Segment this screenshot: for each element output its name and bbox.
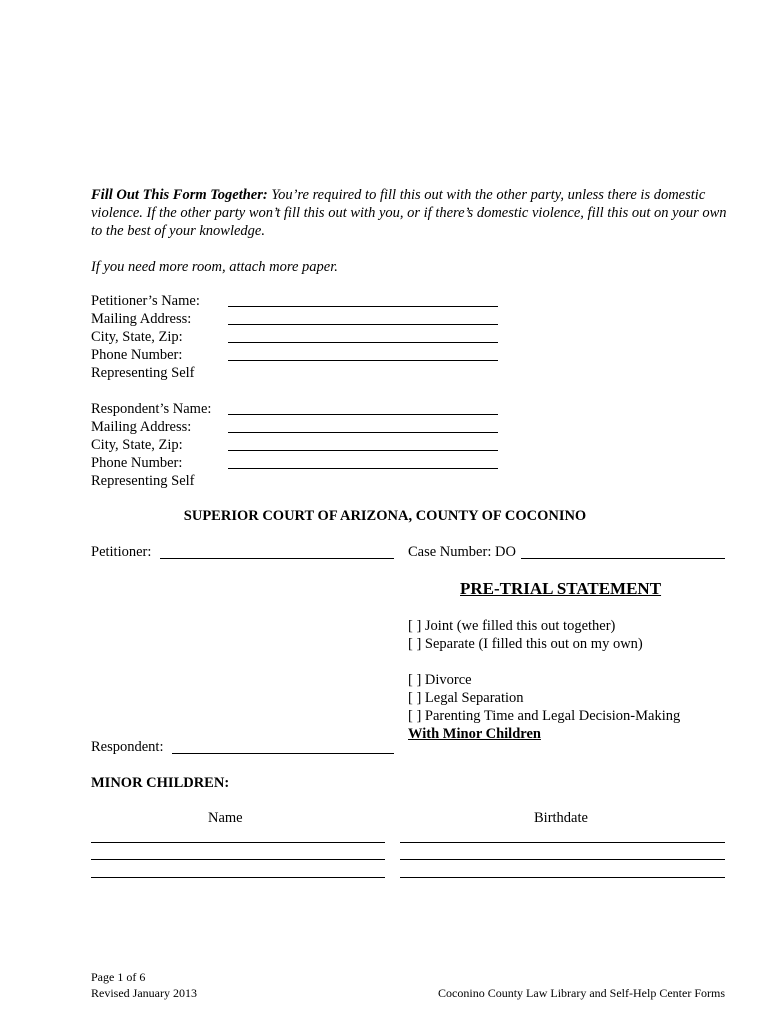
respondent-address-label: Mailing Address: [91,419,192,435]
case-number-field[interactable] [521,558,725,559]
more-room-note: If you need more room, attach more paper. [91,259,338,275]
case-number-label: Case Number: DO [408,544,516,560]
respondent-name-label: Respondent’s Name: [91,401,212,417]
child-name-line[interactable] [91,859,385,860]
petitioner-name-label: Petitioner’s Name: [91,293,200,309]
intro-text: You’re required to fill this out with the other party, unless there is domestic violence. If the other party won’t fill this out with you, or if there’s domestic violence, fill this out on your own to the best of your knowledge. [91,187,727,239]
option-legal-separation[interactable]: [ ] Legal Separation [408,690,524,706]
petitioner-city-field[interactable] [228,342,498,343]
court-heading: SUPERIOR COURT OF ARIZONA, COUNTY OF COCONINO [183,508,587,524]
revision-date: Revised January 2013 [91,986,197,1000]
caption-petitioner-label: Petitioner: [91,544,152,560]
petitioner-city-label: City, State, Zip: [91,329,183,345]
caption-respondent-label: Respondent: [91,739,164,755]
caption-petitioner-field[interactable] [160,558,394,559]
form-title: PRE-TRIAL STATEMENT [460,579,662,598]
footer-source: Coconino County Law Library and Self-Help Center Forms [438,986,725,1000]
petitioner-address-field[interactable] [228,324,498,325]
petitioner-address-label: Mailing Address: [91,311,192,327]
intro-paragraph [91,186,731,240]
page-number: Page 1 of 6 [91,970,146,984]
child-name-line[interactable] [91,877,385,878]
minor-children-heading: MINOR CHILDREN: [91,775,230,791]
respondent-phone-label: Phone Number: [91,455,183,471]
option-joint[interactable]: [ ] Joint (we filled this out together) [408,618,616,634]
respondent-address-field[interactable] [228,432,498,433]
caption-respondent-field[interactable] [172,753,394,754]
petitioner-phone-label: Phone Number: [91,347,183,363]
petitioner-name-field[interactable] [228,306,498,307]
child-birthdate-line[interactable] [400,859,725,860]
respondent-city-field[interactable] [228,450,498,451]
with-minor-children: With Minor Children [408,726,541,742]
child-birthdate-line[interactable] [400,842,725,843]
respondent-rep-label: Representing Self [91,473,195,489]
child-name-line[interactable] [91,842,385,843]
birthdate-column-header: Birthdate [534,810,588,826]
name-column-header: Name [208,810,243,826]
respondent-phone-field[interactable] [228,468,498,469]
respondent-city-label: City, State, Zip: [91,437,183,453]
petitioner-phone-field[interactable] [228,360,498,361]
child-birthdate-line[interactable] [400,877,725,878]
option-separate[interactable]: [ ] Separate (I filled this out on my own) [408,636,643,652]
respondent-name-field[interactable] [228,414,498,415]
intro-heading: Fill Out This Form Together: [91,187,268,203]
option-divorce[interactable]: [ ] Divorce [408,672,472,688]
petitioner-rep-label: Representing Self [91,365,195,381]
option-parenting-time[interactable]: [ ] Parenting Time and Legal Decision-Making [408,708,681,724]
